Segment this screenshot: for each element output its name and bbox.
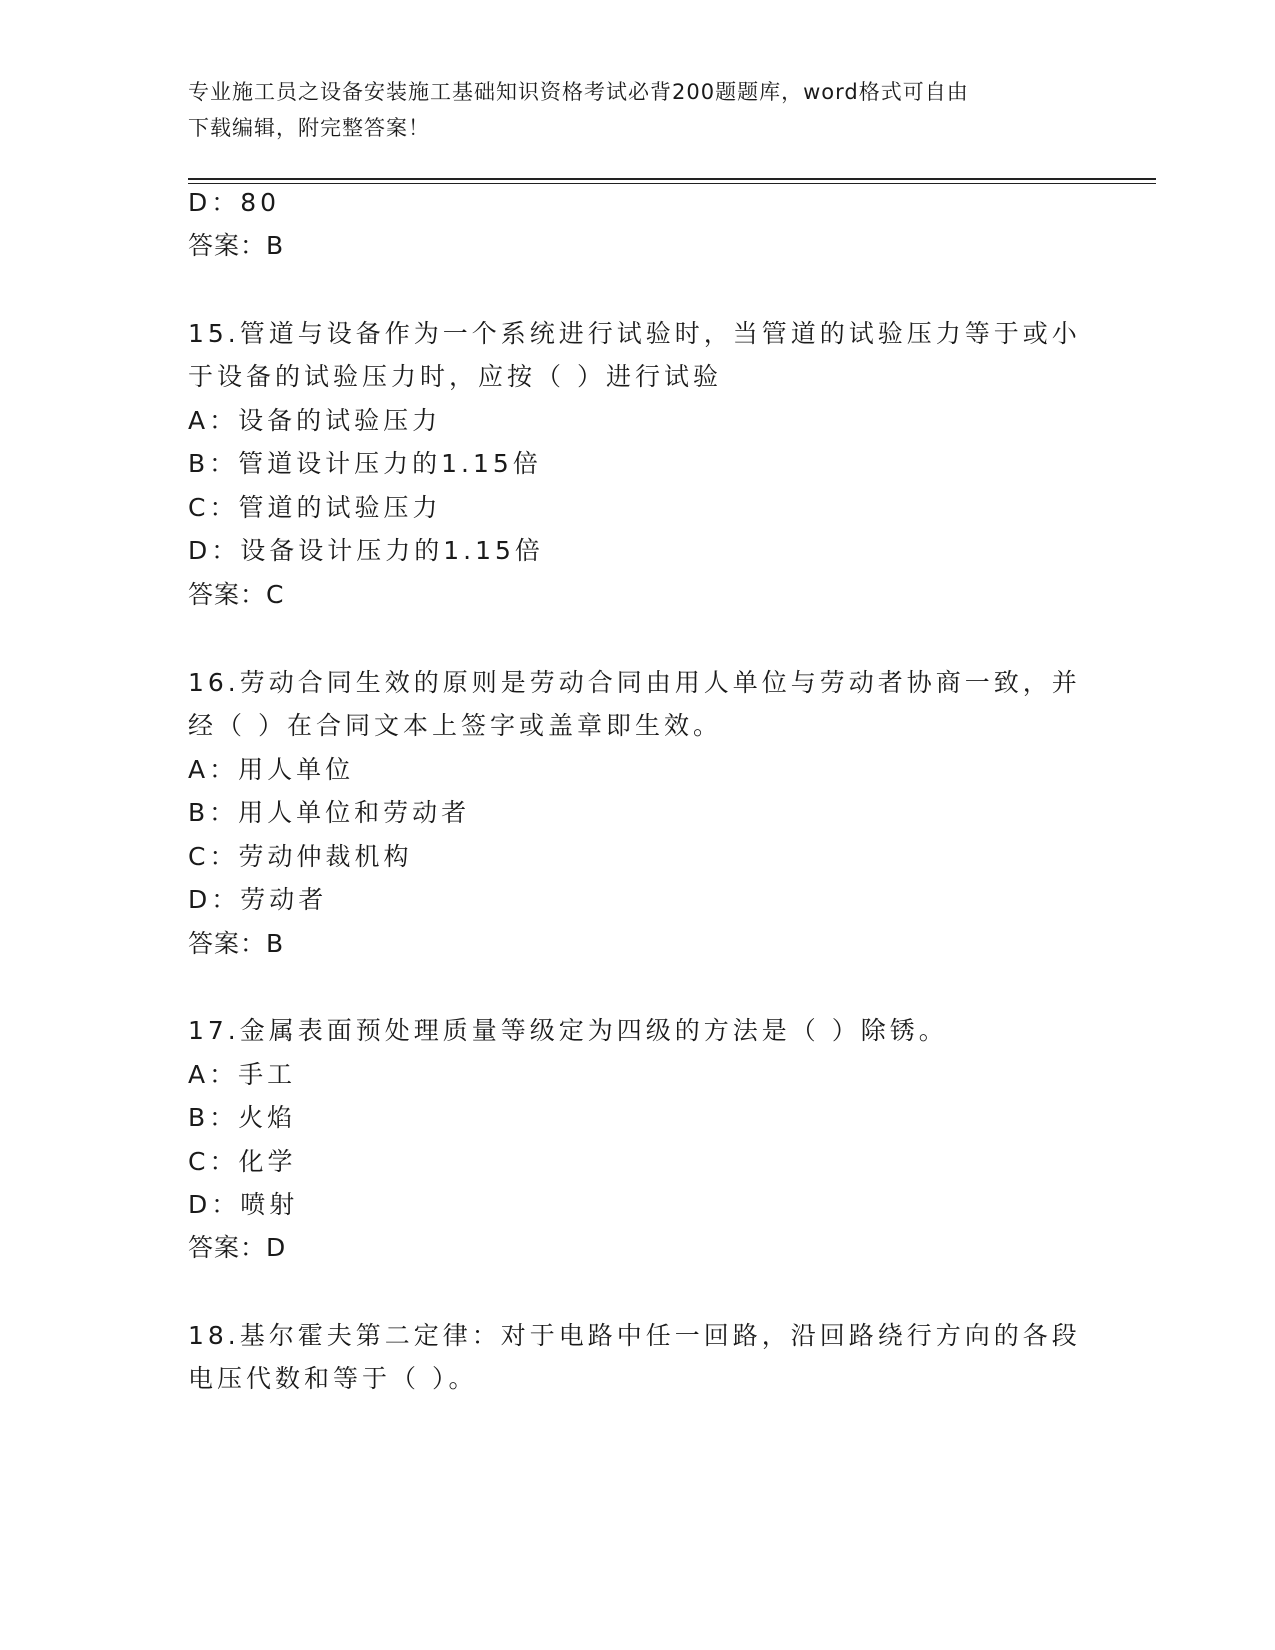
question-17-option-a: A：手工: [188, 1060, 297, 1089]
question-17-answer: 答案：D: [188, 1233, 287, 1262]
header-divider-thick: [188, 178, 1156, 180]
question-18-stem-line-2: 电压代数和等于（ ）。: [188, 1364, 478, 1393]
question-15-option-c: C：管道的试验压力: [188, 493, 442, 522]
question-16-option-d: D：劳动者: [188, 885, 328, 914]
question-16-answer: 答案：B: [188, 929, 285, 958]
prev-question-option-d: D：80: [188, 188, 281, 217]
question-15-option-b: B：管道设计压力的1.15倍: [188, 449, 542, 478]
question-16-option-a: A：用人单位: [188, 755, 355, 784]
question-15-option-a: A：设备的试验压力: [188, 406, 442, 435]
question-15-option-d: D：设备设计压力的1.15倍: [188, 536, 544, 565]
question-16-option-c: C：劳动仲裁机构: [188, 842, 413, 871]
question-15-stem-line-2: 于设备的试验压力时，应按（ ）进行试验: [188, 362, 722, 391]
page-header: [188, 74, 1068, 146]
question-15-stem-line-1: 15.管道与设备作为一个系统进行试验时，当管道的试验压力等于或小: [188, 319, 1081, 348]
question-16-stem-line-1: 16.劳动合同生效的原则是劳动合同由用人单位与劳动者协商一致，并: [188, 668, 1081, 697]
question-17-option-d: D：喷射: [188, 1190, 299, 1219]
question-16-stem-line-2: 经（ ）在合同文本上签字或盖章即生效。: [188, 711, 722, 740]
prev-question-answer: 答案：B: [188, 231, 285, 260]
question-15-answer: 答案：C: [188, 580, 285, 609]
question-18-stem-line-1: 18.基尔霍夫第二定律：对于电路中任一回路，沿回路绕行方向的各段: [188, 1321, 1081, 1350]
question-17-option-b: B：火焰: [188, 1103, 297, 1132]
header-title-line-1: 专业施工员之设备安装施工基础知识资格考试必背200题题库，word格式可自由: [188, 80, 969, 104]
question-17-option-c: C：化学: [188, 1147, 297, 1176]
header-title-line-2: 下载编辑，附完整答案！: [188, 116, 430, 140]
question-17-stem-line-1: 17.金属表面预处理质量等级定为四级的方法是（ ）除锈。: [188, 1016, 948, 1045]
header-divider-thin: [188, 183, 1156, 184]
question-16-option-b: B：用人单位和劳动者: [188, 798, 471, 827]
